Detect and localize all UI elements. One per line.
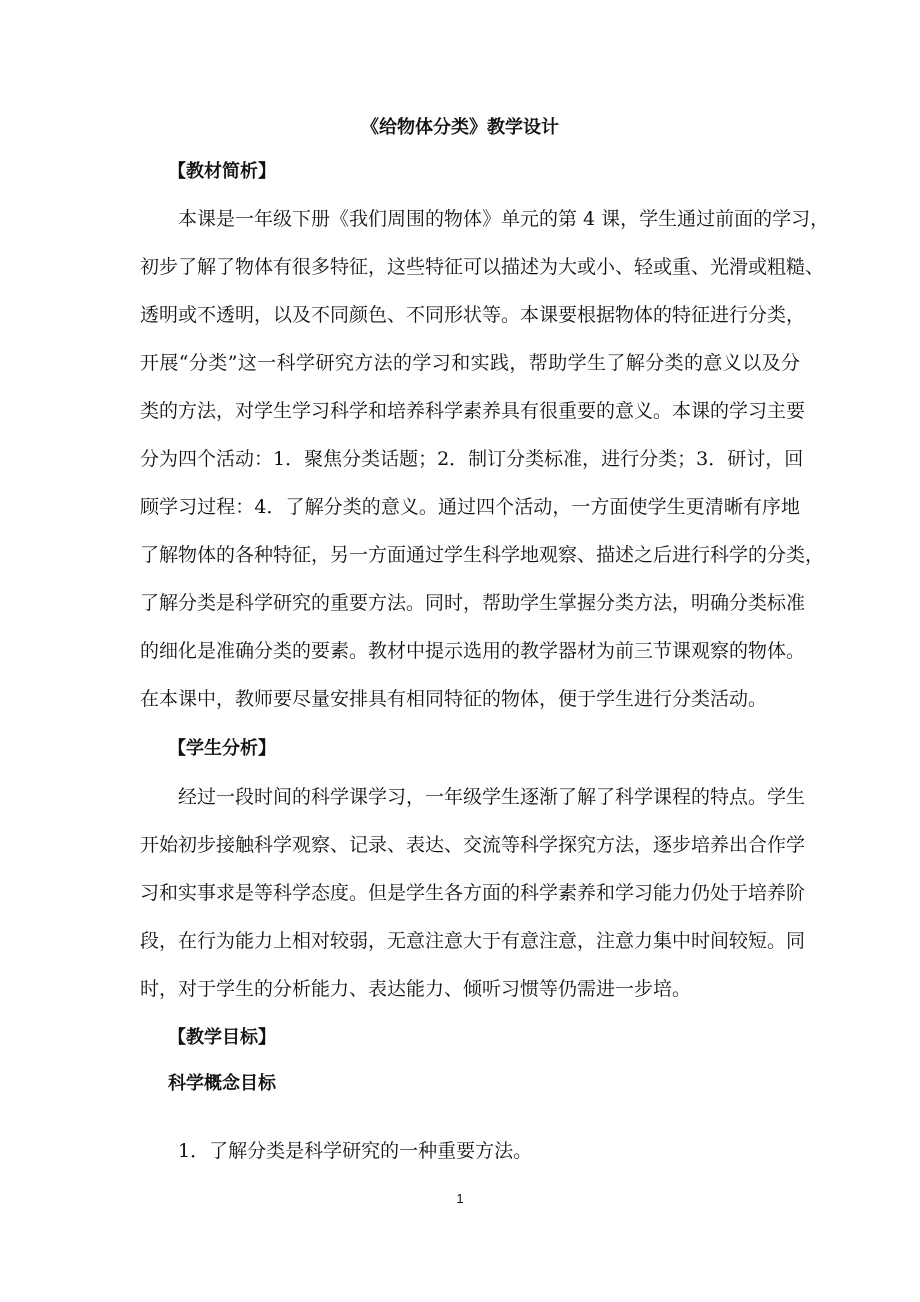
subheading-science-concept: 科学概念目标: [168, 1073, 276, 1094]
page-number: 1: [456, 1191, 464, 1206]
paragraph-line: 段，在行为能力上相对较弱，无意注意大于有意注意，注意力集中时间较短。同: [140, 930, 806, 952]
paragraph-line: 透明或不透明，以及不同颜色、不同形状等。本课要根据物体的特征进行分类，: [140, 304, 806, 326]
section-heading-students: 【学生分析】: [168, 738, 276, 759]
paragraph-line: 经过一段时间的科学课学习，一年级学生逐渐了解了科学课程的特点。学生: [178, 786, 806, 808]
paragraph-line: 的细化是准确分类的要素。教材中提示选用的教学器材为前三节课观察的物体。: [140, 640, 806, 662]
document-title: 《给物体分类》教学设计: [361, 117, 559, 138]
paragraph-line: 本课是一年级下册《我们周围的物体》单元的第 4 课，学生通过前面的学习，: [178, 208, 830, 230]
section-heading-goals: 【教学目标】: [168, 1027, 276, 1048]
paragraph-line: 类的方法，对学生学习科学和培养科学素养具有很重要的意义。本课的学习主要: [140, 400, 806, 422]
paragraph-line: 在本课中，教师要尽量安排具有相同特征的物体，便于学生进行分类活动。: [140, 688, 768, 710]
paragraph-line: 习和实事求是等科学态度。但是学生各方面的科学素养和学习能力仍处于培养阶: [140, 882, 806, 904]
section-heading-material: 【教材简析】: [168, 161, 276, 182]
paragraph-line: 分为四个活动：1．聚焦分类话题；2．制订分类标准，进行分类；3．研讨，回: [140, 448, 804, 470]
goal-item: 1．了解分类是科学研究的一种重要方法。: [178, 1140, 533, 1162]
paragraph-line: 时，对于学生的分析能力、表达能力、倾听习惯等仍需进一步培。: [140, 978, 692, 1000]
paragraph-line: 顾学习过程：4．了解分类的意义。通过四个活动，一方面使学生更清晰有序地: [140, 496, 800, 518]
paragraph-line: 了解物体的各种特征，另一方面通过学生科学地观察、描述之后进行科学的分类，: [140, 544, 825, 566]
paragraph-line: 开展“分类”这一科学研究方法的学习和实践，帮助学生了解分类的意义以及分: [140, 352, 800, 374]
paragraph-line: 初步了解了物体有很多特征，这些特征可以描述为大或小、轻或重、光滑或粗糙、: [140, 256, 825, 278]
paragraph-line: 了解分类是科学研究的重要方法。同时，帮助学生掌握分类方法，明确分类标准: [140, 592, 806, 614]
paragraph-line: 开始初步接触科学观察、记录、表达、交流等科学探究方法，逐步培养出合作学: [140, 834, 806, 856]
